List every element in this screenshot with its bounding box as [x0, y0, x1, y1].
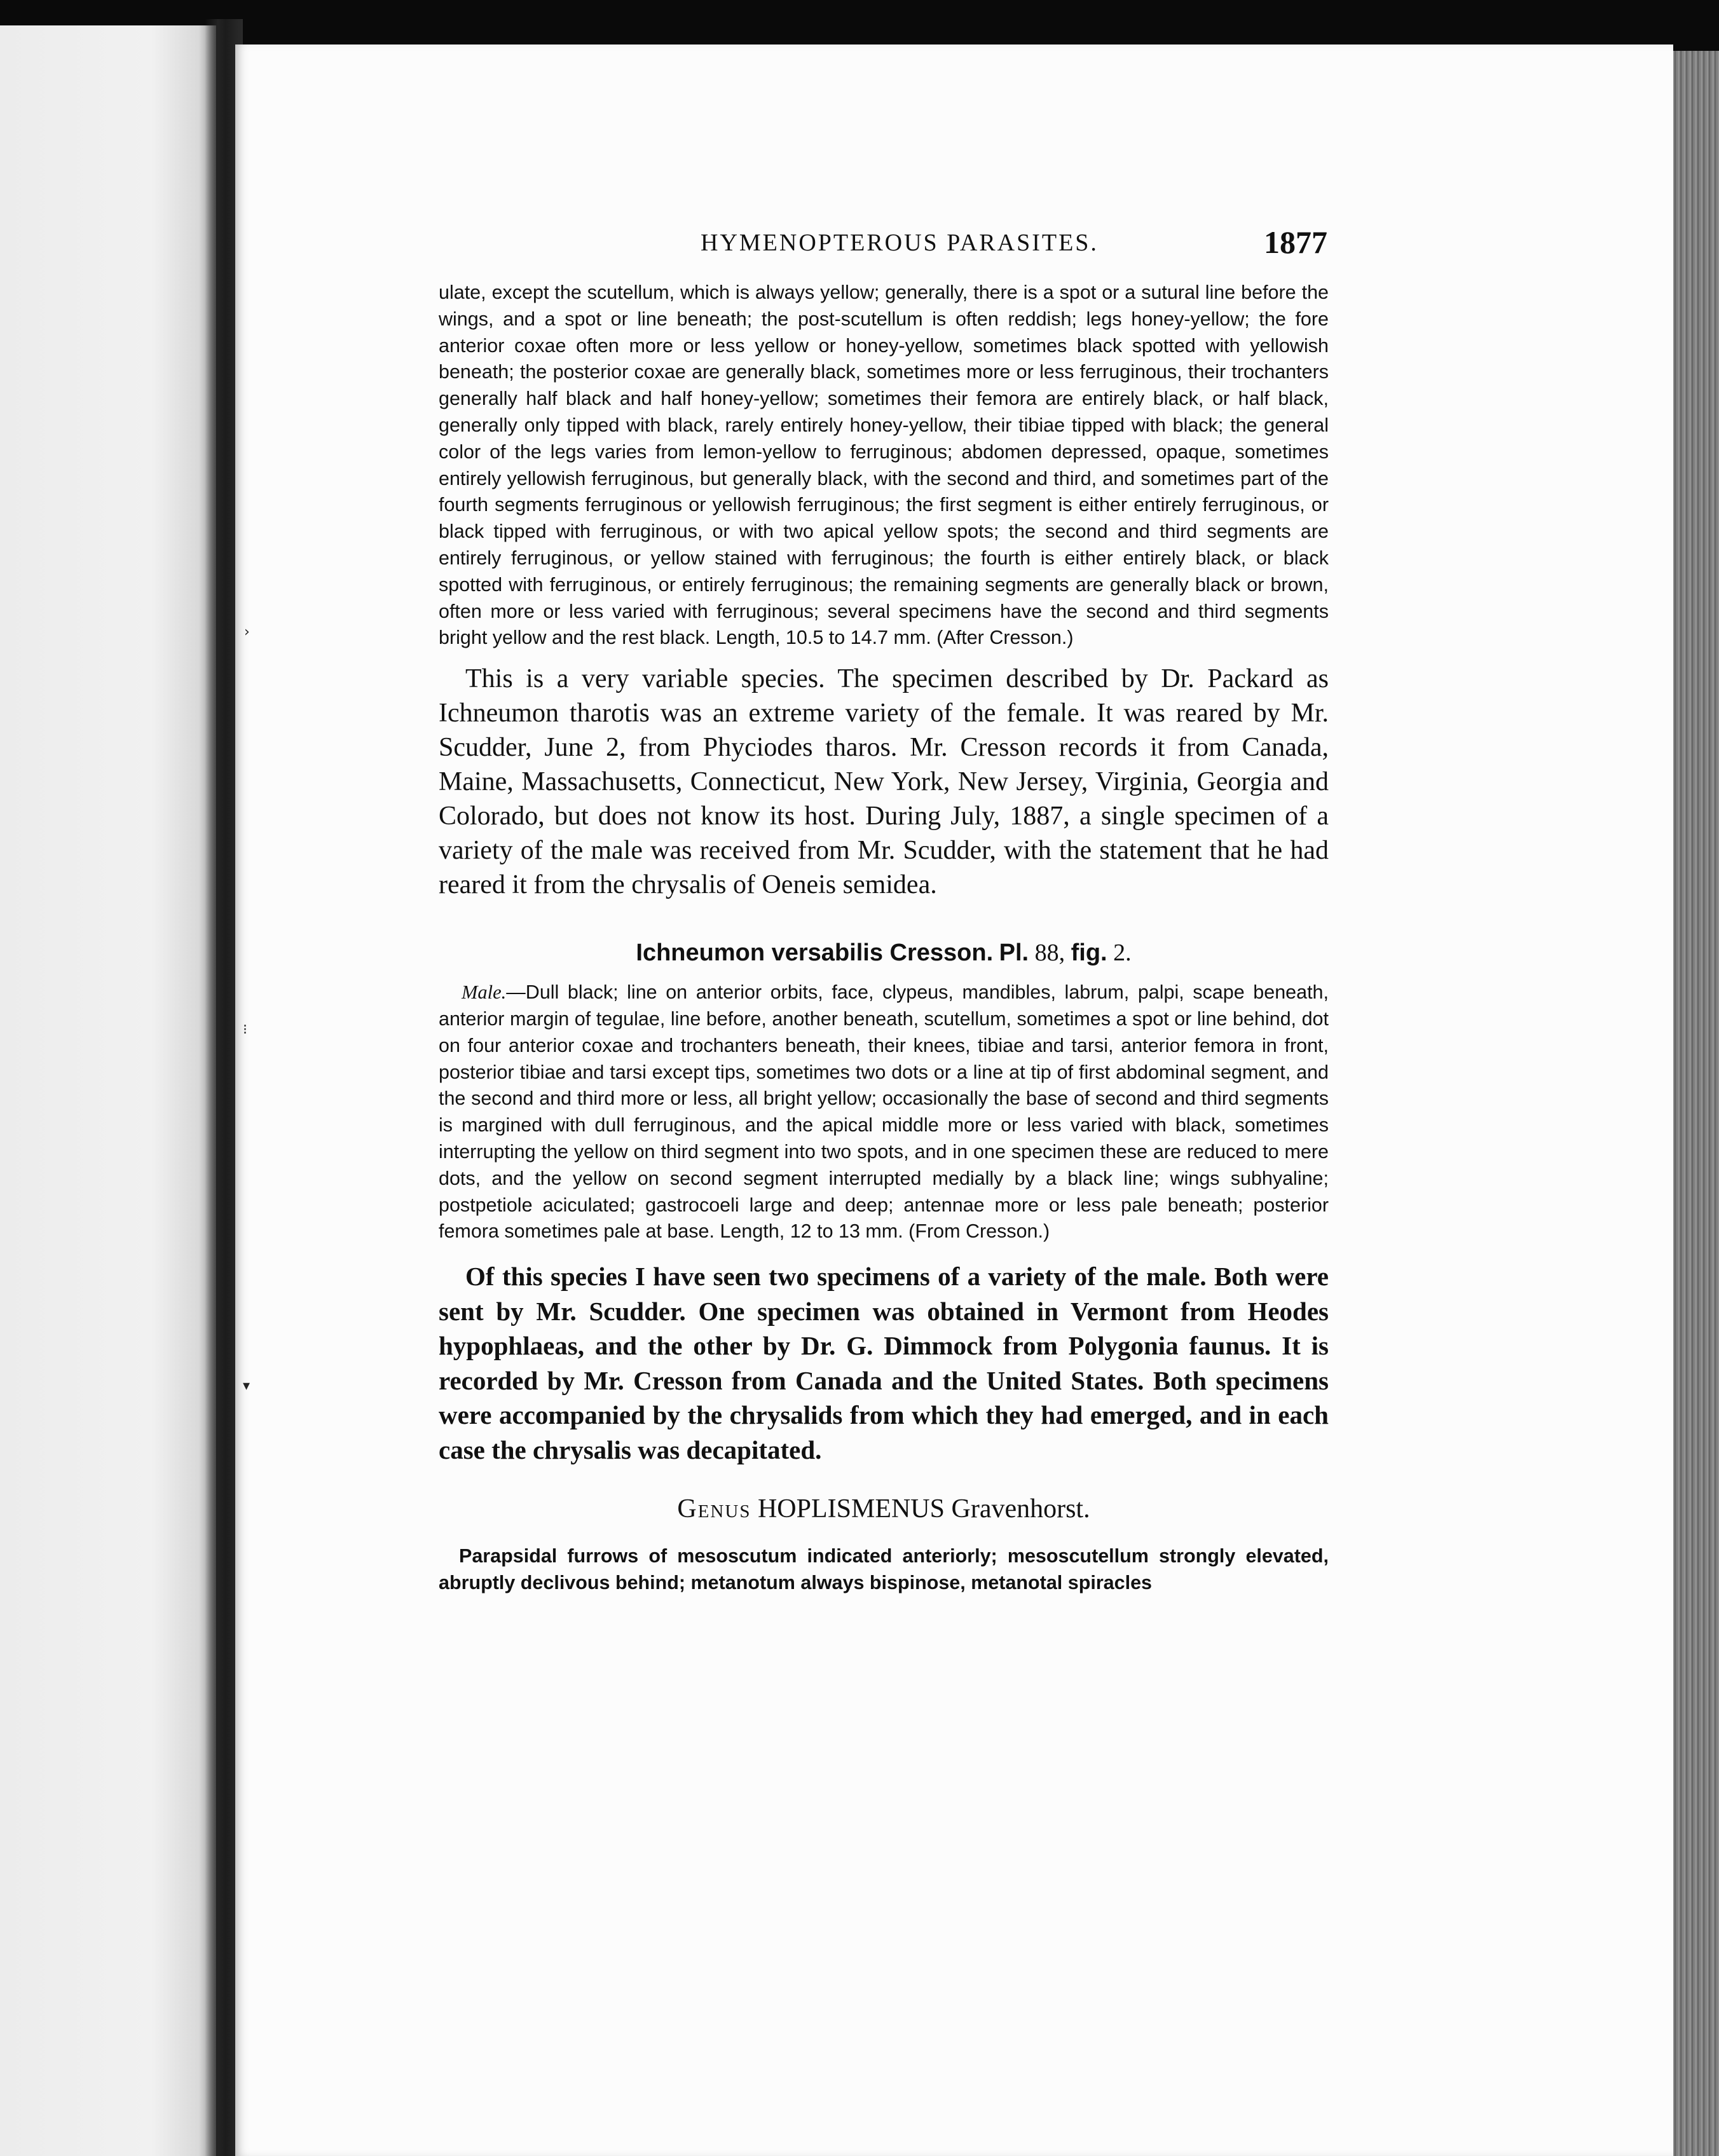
page-content — [439, 224, 1329, 1597]
gutter-mark: ⁝ — [243, 1022, 247, 1038]
sex-label: Male. — [462, 981, 507, 1004]
fig-label: fig. — [1071, 939, 1107, 967]
two-specimens-paragraph: Of this species I have seen two specimens of a variety of the male. Both were sent by Mr. Scudder. One specimen was obtained in Vermont from Heodes hypophlaeas, and the other by Dr. G. Dimmock from Polygonia faunus. It is recorded by Mr. Cresson from Canada and the United States. Both specimens were accompanied by the chrysalids from which they had emerged, and in each case the chrysalis was decapitated. — [439, 1262, 1329, 1464]
plate-label: Pl. — [999, 939, 1029, 967]
genus-word: Genus — [677, 1494, 751, 1524]
continued-description: ulate, except the scutellum, which is always yellow; generally, there is a spot or a sutural line before the wings, and a spot or line beneath; the post-scutellum is often reddish; legs honey-yellow; the fore anterior coxae often more or less yellow or honey-yellow, sometimes black spotted with yellowish beneath; the posterior coxae are generally black, sometimes more or less ferruginous, their trochanters generally half black and half honey-yellow; sometimes their femora are entirely black, or half black, generally only tipped with black, rarely entirely honey-yellow, their tibiae tipped with black; the general color of the legs varies from lemon-yellow to ferruginous; abdomen depressed, opaque, sometimes entirely yellowish ferruginous, but generally black, with the second and third, and sometimes part of the fourth segments ferruginous or yellowish ferruginous; the first segment is either entirely ferruginous, or black tipped with ferruginous, or with two apical yellow spots; the second and third segments are entirely ferruginous, or yellow stained with ferruginous; the fourth is either entirely black, or black spotted with ferruginous, or entirely ferruginous; the remaining segments are generally black or brown, often more or less varied with ferruginous; several specimens have the second and third segments bright yellow and the rest black. Length, 10.5 to 14.7 mm. (After Cresson.) — [439, 282, 1329, 649]
genus-description: Parapsidal furrows of mesoscutum indicated anteriorly; mesoscutellum strongly elevated, abruptly declivous behind; metanotum always bispinose, metanotal spiracles — [439, 1545, 1329, 1593]
plate-number: 88, — [1034, 939, 1065, 967]
male-description-text: —Dull black; line on anterior orbits, face, clypeus, mandibles, labrum, palpi, scape beneath, anterior margin of tegulae, line before, another beneath, scutellum, sometimes a spot or line behind, dot on four anterior coxae and trochanters beneath, their knees, tibiae and tarsi, anterior femora in front, posterior tibiae and tarsi except tips, sometimes two dots or a line at tip of first abdominal segment, and the second and third more or less, all bright yellow; occasionally the base of second and third segments is margined with dull ferruginous, and the apical middle more or less varied with black, sometimes interrupting the yellow on third segment into two spots, and in one specimen these are reduced to mere dots, and the yellow on second segment interrupted medially by a black line; wings subhyaline; postpetiole aciculated; gastrocoeli large and deep; antennae more or less pale beneath; posterior femora sometimes pale at base. Length, 12 to 13 mm. (From Cresson.) — [439, 981, 1329, 1243]
species-heading — [439, 939, 1329, 967]
running-title: HYMENOPTEROUS PARASITES. — [701, 229, 1099, 256]
male-description — [439, 979, 1329, 1245]
previous-page-edge — [0, 25, 216, 2156]
genus-author: Gravenhorst. — [951, 1494, 1090, 1524]
genus-name: HOPLISMENUS — [757, 1494, 945, 1524]
running-head — [439, 224, 1329, 268]
variable-species-paragraph: This is a very variable species. The specimen described by Dr. Packard as Ichneumon tharotis was an extreme variety of the female. It was reared by Mr. Scudder, June 2, from Phyciodes tharos. Mr. Cresson records it from Canada, Maine, Massachusetts, Connecticut, New York, New Jersey, Virginia, Georgia and Colorado, but does not know its host. During July, 1887, a single specimen of a variety of the male was received from Mr. Scudder, with the statement that he had reared it from the chrysalis of Oeneis semidea. — [439, 664, 1329, 900]
genus-heading — [439, 1494, 1329, 1524]
species-name: Ichneumon versabilis Cresson. — [636, 939, 994, 967]
page-number: 1877 — [1264, 224, 1327, 260]
page-stack-edges — [1666, 51, 1719, 2156]
gutter-mark: ▾ — [243, 1378, 250, 1394]
gutter-mark: › — [244, 624, 250, 640]
fig-number: 2. — [1113, 939, 1132, 967]
